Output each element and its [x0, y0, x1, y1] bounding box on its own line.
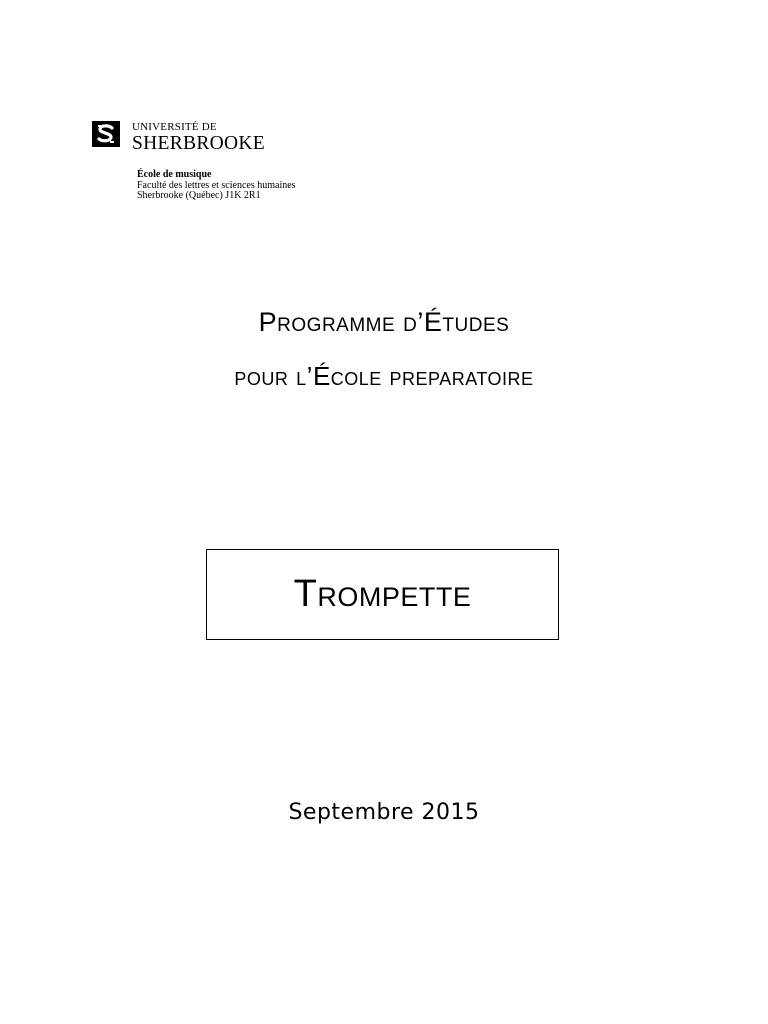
- faculty-name: Faculté des lettres et sciences humaines: [137, 179, 296, 191]
- sherbrooke-s-logo-icon: [92, 121, 120, 147]
- university-logo: [92, 121, 265, 154]
- university-name: [132, 121, 265, 154]
- address-block: [137, 170, 296, 202]
- university-name-line1: UNIVERSITÉ DE: [132, 121, 217, 133]
- document-title-line2: pour l’École preparatoire: [234, 361, 534, 391]
- document-title-line1: Programme d’Études: [258, 307, 510, 337]
- document-date: Septembre 2015: [288, 800, 480, 825]
- instrument-box: [206, 549, 559, 640]
- school-name: École de musique: [137, 169, 212, 180]
- instrument-name: Trompette: [293, 573, 472, 615]
- s-mark-icon: [95, 124, 117, 144]
- university-name-line2: SHERBROOKE: [132, 133, 266, 154]
- city-address: Sherbrooke (Québec) J1K 2R1: [137, 190, 261, 201]
